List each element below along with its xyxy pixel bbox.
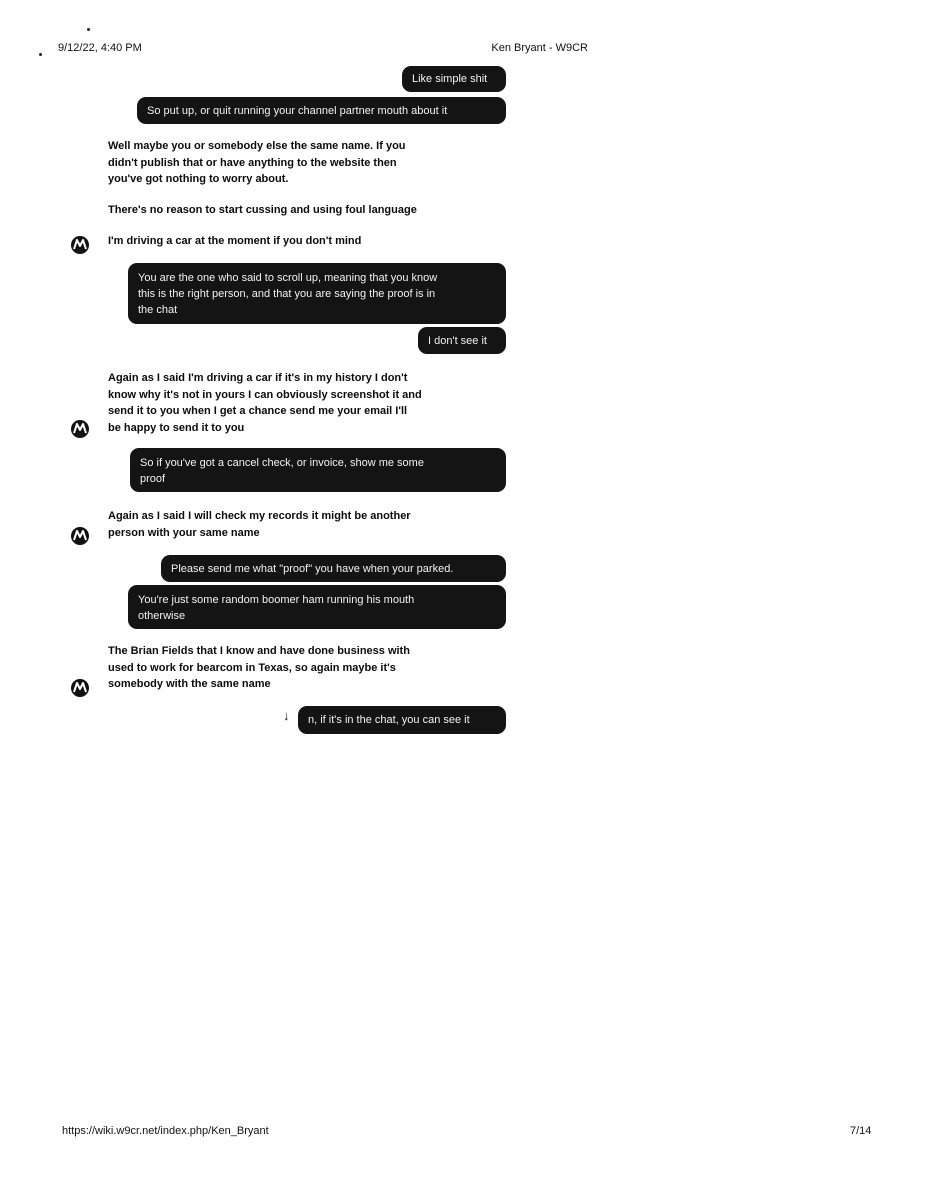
sent-message-bubble bbox=[161, 555, 506, 582]
sent-message-bubble bbox=[128, 585, 506, 629]
message-text: I don't see it bbox=[428, 334, 487, 347]
received-message: I'm driving a car at the moment if you don't mind bbox=[108, 235, 362, 247]
page-number: 7/14 bbox=[850, 1125, 872, 1137]
message-text: Like simple shit bbox=[412, 73, 488, 85]
motorola-logo-icon bbox=[70, 526, 90, 546]
scan-speck bbox=[87, 28, 90, 31]
message-text: So put up, or quit running your channel partner mouth about it bbox=[147, 104, 448, 117]
sent-message-bubble bbox=[130, 448, 506, 492]
message-text: n, if it's in the chat, you can see it bbox=[308, 714, 470, 726]
received-message: The Brian Fields that I know and have done business with used to work for bearcom in Texas, so again maybe it's somebody with the same name bbox=[108, 645, 410, 690]
print-datetime: 9/12/22, 4:40 PM bbox=[58, 42, 142, 54]
scan-speck bbox=[39, 53, 42, 56]
sent-message-bubble bbox=[402, 66, 506, 92]
motorola-logo-icon bbox=[70, 678, 90, 698]
message-text: So if you've got a cancel check, or invoice, show me some proof bbox=[140, 457, 424, 485]
received-message: Again as I said I'm driving a car if it's in my history I don't know why it's not in yours I can obviously screenshot it and send it to you when I get a chance send me your email I'll be happy to send it to you bbox=[108, 372, 422, 434]
received-message: Again as I said I will check my records it might be another person with your same name bbox=[108, 510, 411, 539]
sent-message-bubble bbox=[128, 263, 506, 324]
received-message: There's no reason to start cussing and using foul language bbox=[108, 204, 417, 216]
footer-url: https://wiki.w9cr.net/index.php/Ken_Bryant bbox=[62, 1125, 269, 1137]
received-message: Well maybe you or somebody else the same name. If you didn't publish that or have anything to the website then you've got nothing to worry about. bbox=[108, 140, 406, 185]
sent-message-bubble bbox=[298, 706, 506, 734]
message-text: You're just some random boomer ham running his mouth otherwise bbox=[138, 594, 415, 622]
message-text: Please send me what "proof" you have when your parked. bbox=[171, 562, 454, 575]
sent-message-bubble bbox=[137, 97, 506, 124]
arrow-down-icon[interactable]: ↓ bbox=[283, 708, 290, 723]
message-text: You are the one who said to scroll up, meaning that you know this is the right person, and that you are saying the proof is in the chat bbox=[138, 272, 438, 316]
motorola-logo-icon bbox=[70, 419, 90, 439]
page-header bbox=[58, 42, 588, 58]
motorola-logo-icon bbox=[70, 235, 90, 255]
page-title: Ken Bryant - W9CR bbox=[491, 42, 588, 54]
sent-message-bubble bbox=[418, 327, 506, 354]
